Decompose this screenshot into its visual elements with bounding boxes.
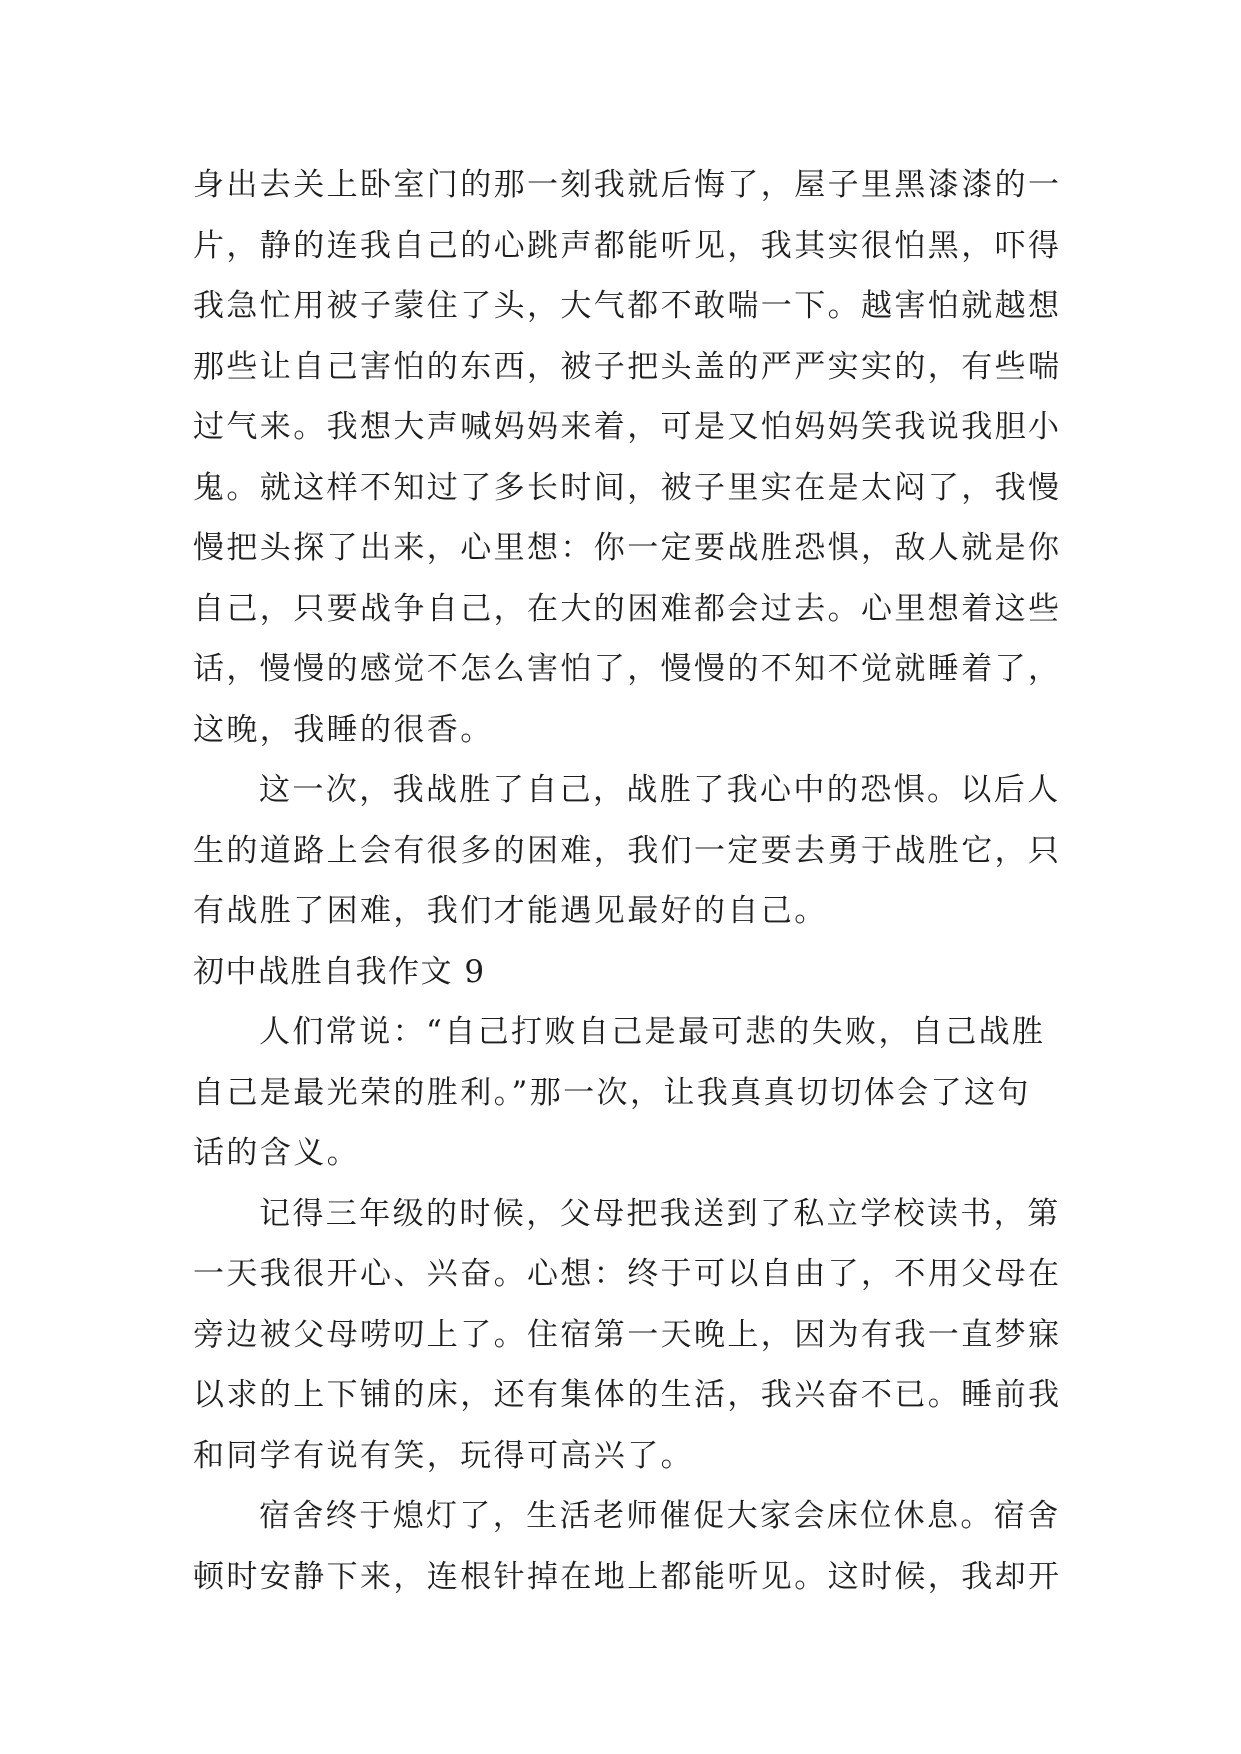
document-body (193, 155, 1073, 1607)
text-line: 过气来。我想大声喊妈妈来着，可是又怕妈妈笑我说我胆小 (193, 409, 1062, 445)
text-line: 顿时安静下来，连根针掉在地上都能听见。这时候，我却开 (193, 1558, 1062, 1595)
text-line: 我急忙用被子蒙住了头，大气都不敢喘一下。越害怕就越想 (193, 288, 1062, 324)
text-line: 有战胜了困难，我们才能遇见最好的自己。 (193, 893, 828, 929)
text-line: 生的道路上会有很多的困难，我们一定要去勇于战胜它，只 (193, 832, 1062, 869)
text-line: 自己，只要战争自己，在大的困难都会过去。心里想着这些 (193, 590, 1062, 627)
section-heading: 初中战胜自我作文 9 (193, 953, 486, 990)
text-line: 和同学有说有笑，玩得可高兴了。 (193, 1437, 694, 1474)
text-line: 身出去关上卧室门的那一刻我就后悔了，屋子里黑漆漆的一 (193, 167, 1062, 203)
text-line: 话，慢慢的感觉不怎么害怕了，慢慢的不知不觉就睡着了， (193, 651, 1062, 687)
text-line: 片，静的连我自己的心跳声都能听见，我其实很怕黑，吓得 (193, 227, 1062, 264)
paragraph-first-line: 这一次，我战胜了自己，战胜了我心中的恐惧。以后人 (259, 772, 1061, 808)
text-line: 一天我很开心、兴奋。心想：终于可以自由了，不用父母在 (193, 1256, 1062, 1292)
paragraph-first-line: 记得三年级的时候，父母把我送到了私立学校读书，第 (259, 1195, 1061, 1232)
text-line: 话的含义。 (193, 1135, 360, 1171)
text-line: 旁边被父母唠叨上了。住宿第一天晚上，因为有我一直梦寐 (193, 1316, 1062, 1353)
text-line: 那些让自己害怕的东西，被子把头盖的严严实实的，有些喘 (193, 348, 1062, 385)
text-line: 这晚，我睡的很香。 (193, 711, 494, 748)
paragraph-first-line: 宿舍终于熄灯了，生活老师催促大家会床位休息。宿舍 (259, 1498, 1061, 1534)
text-line: 以求的上下铺的床，还有集体的生活，我兴奋不已。睡前我 (193, 1377, 1062, 1413)
text-line: 自己是最光荣的胜利。”那一次，让我真真切切体会了这句 (193, 1074, 1031, 1111)
text-line: 慢把头探了出来，心里想：你一定要战胜恐惧，敌人就是你 (193, 530, 1062, 566)
text-line: 鬼。就这样不知过了多长时间，被子里实在是太闷了，我慢 (193, 469, 1062, 506)
paragraph-first-line: 人们常说：“自己打败自己是最可悲的失败，自己战胜 (259, 1014, 1046, 1050)
